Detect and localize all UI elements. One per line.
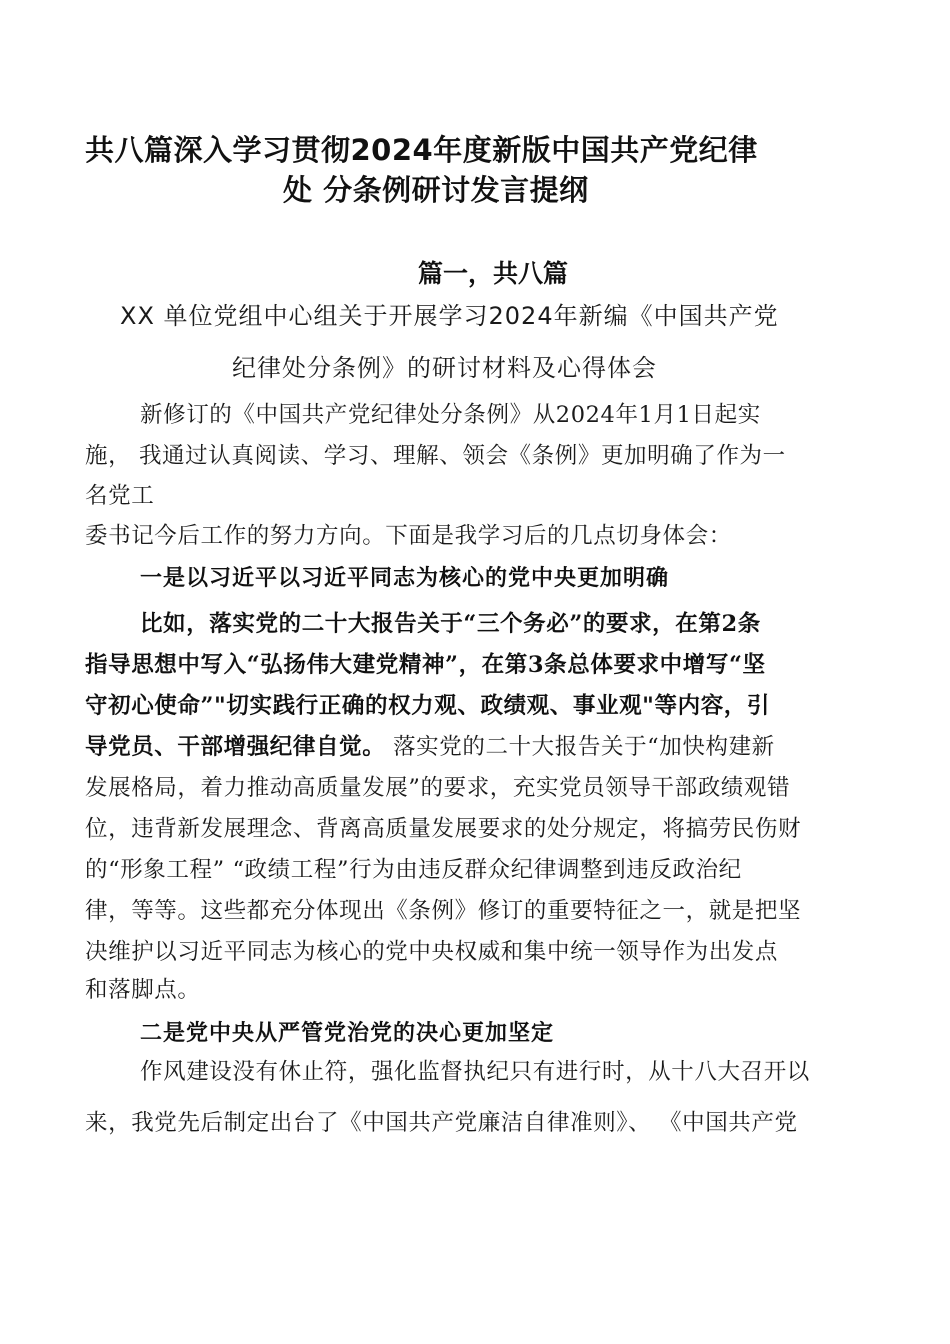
article-title-line-2: 纪律处分条例》的研讨材料及心得体会: [232, 354, 657, 382]
section-1-line-2: 指导思想中写入“弘扬伟大建党精神”，在第3条总体要求中增写“坚: [85, 652, 766, 678]
section-2-line-1: 作风建设没有休止符，强化监督执纪只有进行时，从十八大召开以: [140, 1059, 810, 1085]
section-1-heading: 一是以习近平以习近平同志为核心的党中央更加明确: [140, 565, 670, 591]
intro-line-4: 委书记今后工作的努力方向。下面是我学习后的几点切身体会：: [85, 523, 732, 549]
section-1-line-4: [85, 729, 775, 761]
section-2-line-2: 来，我党先后制定出台了《中国共产党廉洁自律准则》、 《中国共产党: [85, 1110, 798, 1136]
section-1-line-4-rest: 落实党的二十大报告关于“加快构建新: [385, 734, 775, 760]
section-2-heading: 二是党中央从严管党治党的决心更加坚定: [140, 1020, 555, 1046]
section-1-line-7: 的“形象工程” “政绩工程”行为由违反群众纪律调整到违反政治纪: [85, 857, 742, 883]
section-1-line-5: 发展格局，着力推动高质量发展”的要求，充实党员领导干部政绩观错: [85, 775, 791, 801]
section-1-line-1: 比如，落实党的二十大报告关于“三个务必”的要求，在第2条: [140, 611, 761, 637]
section-1-line-10: 和落脚点。: [85, 977, 201, 1003]
section-1-line-6: 位，违背新发展理念、背离高质量发展要求的处分规定，将搞劳民伤财: [85, 816, 802, 842]
section-1-line-8: 律，等等。这些都充分体现出《条例》修订的重要特征之一，就是把坚: [85, 898, 802, 924]
intro-line-2: 施， 我通过认真阅读、学习、理解、领会《条例》更加明确了作为一: [85, 443, 786, 469]
intro-line-1: 新修订的《中国共产党纪律处分条例》从2024年1月1日起实: [140, 402, 761, 428]
section-1-line-9: 决维护以习近平同志为核心的党中央权威和集中统一领导作为出发点: [85, 939, 779, 965]
document-title-line-1: 共八篇深入学习贯彻2024年度新版中国共产党纪律: [85, 133, 758, 167]
document-title-line-2: 处 分条例研讨发言提纲: [283, 173, 589, 207]
section-1-line-3: 守初心使命”"切实践行正确的权力观、政绩观、事业观"等内容，引: [85, 693, 770, 719]
intro-line-3: 名党工: [85, 483, 155, 509]
section-1-line-4-bold: 导党员、干部增强纪律自觉。: [85, 734, 386, 760]
article-title-line-1: XX 单位党组中心组关于开展学习2024年新编《中国共产党: [120, 302, 779, 330]
part-heading: 篇一，共八篇: [418, 259, 569, 288]
